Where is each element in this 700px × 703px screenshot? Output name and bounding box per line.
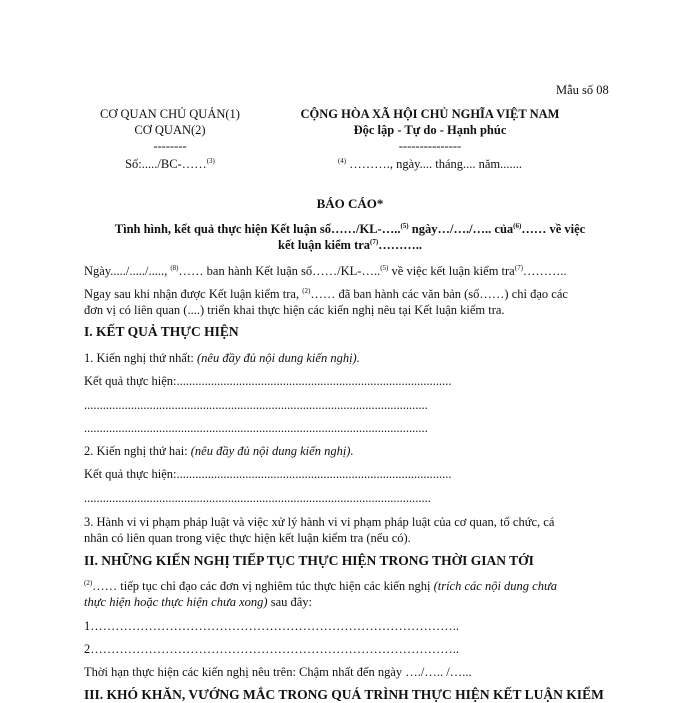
nation-divider: --------------- [398,139,462,153]
item-1-result: Kết quả thực hiện:........................................................................................ [84,374,452,388]
section-2-heading: II. NHỮNG KIẾN NGHỊ TIẾP TỤC THỰC HIỆN TRONG THỜI GIAN TỚI [84,553,534,568]
item-1-dotted-line-2: .............................................................................................................. [84,421,428,435]
section-2-paragraph-line2: thực hiện hoặc thực hiện chưa xong) sau đây: [84,595,313,609]
section-2-list-item-2: 2…………………………………………………………………………….. [84,642,459,656]
nation-motto: Độc lập - Tự do - Hạnh phúc [353,123,507,137]
item-1-recommendation: 1. Kiến nghị thứ nhất: (nêu đầy đủ nội dung kiến nghị). [84,351,360,365]
section-2-deadline: Thời hạn thực hiện các kiến nghị nêu trên: Chậm nhất đến ngày …./….. /…... [84,665,472,679]
item-2-dotted-line-1: ............................................................................................................... [84,491,431,505]
item-3-line1: 3. Hành vi vi phạm pháp luật và việc xử lý hành vi vi phạm pháp luật của cơ quan, tổ chức, cá [84,515,555,529]
item-3-line2: nhân có liên quan trong việc thực hiện kết luận kiểm tra (nếu có). [84,531,411,545]
document-date: $^{(4)}$ ………., ngày.... tháng.... năm....... [337,156,523,171]
intro-paragraph-1: Ngày...../...../....., $^{(8)}$…… ban hành Kết luận số……/KL-…..$^{(5)}$ về việc kết luận kiểm tra$^{(7)}$……….. [84,263,567,278]
report-title: BÁO CÁO* [316,196,384,211]
section-2-paragraph-line1: $^{(2)}$…… tiếp tục chỉ đạo các đơn vị nghiêm túc thực hiện các kiến nghị (trích các nội dung chưa [84,578,558,593]
agency-divider: -------- [153,139,187,153]
section-1-heading: I. KẾT QUẢ THỰC HIỆN [84,324,239,339]
report-subtitle-line1: Tình hình, kết quả thực hiện Kết luận số……/KL-…..$^{(5)}$ ngày…/…./….. của$^{(6)}$…… về việc [114,221,586,236]
agency-parent: CƠ QUAN CHỦ QUẢN(1) [100,107,240,121]
item-1-dotted-line-1: .............................................................................................................. [84,398,428,412]
document-number: Số:...../BC-……$^{(3)}$ [125,156,215,171]
nation-title: CỘNG HÒA XÃ HỘI CHỦ NGHĨA VIỆT NAM [300,107,560,121]
intro-paragraph-2-line2: đơn vị có liên quan (....) triển khai thực hiện các kiến nghị nêu tại Kết luận kiểm tra. [84,303,505,317]
section-3-heading: III. KHÓ KHĂN, VƯỚNG MẮC TRONG QUÁ TRÌNH THỰC HIỆN KẾT LUẬN KIỂM [84,687,604,702]
agency-name: CƠ QUAN(2) [134,123,206,137]
item-2-result: Kết quả thực hiện:........................................................................................ [84,467,452,481]
section-2-list-item-1: 1…………………………………………………………………………….. [84,619,459,633]
report-subtitle-line2: kết luận kiểm tra$^{(7)}$……….. [278,237,422,252]
item-2-recommendation: 2. Kiến nghị thứ hai: (nêu đầy đủ nội dung kiến nghị). [84,444,354,458]
intro-paragraph-2-line1: Ngay sau khi nhận được Kết luận kiểm tra, $^{(2)}$…… đã ban hành các văn bản (số……) chỉ đạo các [84,286,568,301]
form-number: Mẫu số 08 [556,83,609,97]
